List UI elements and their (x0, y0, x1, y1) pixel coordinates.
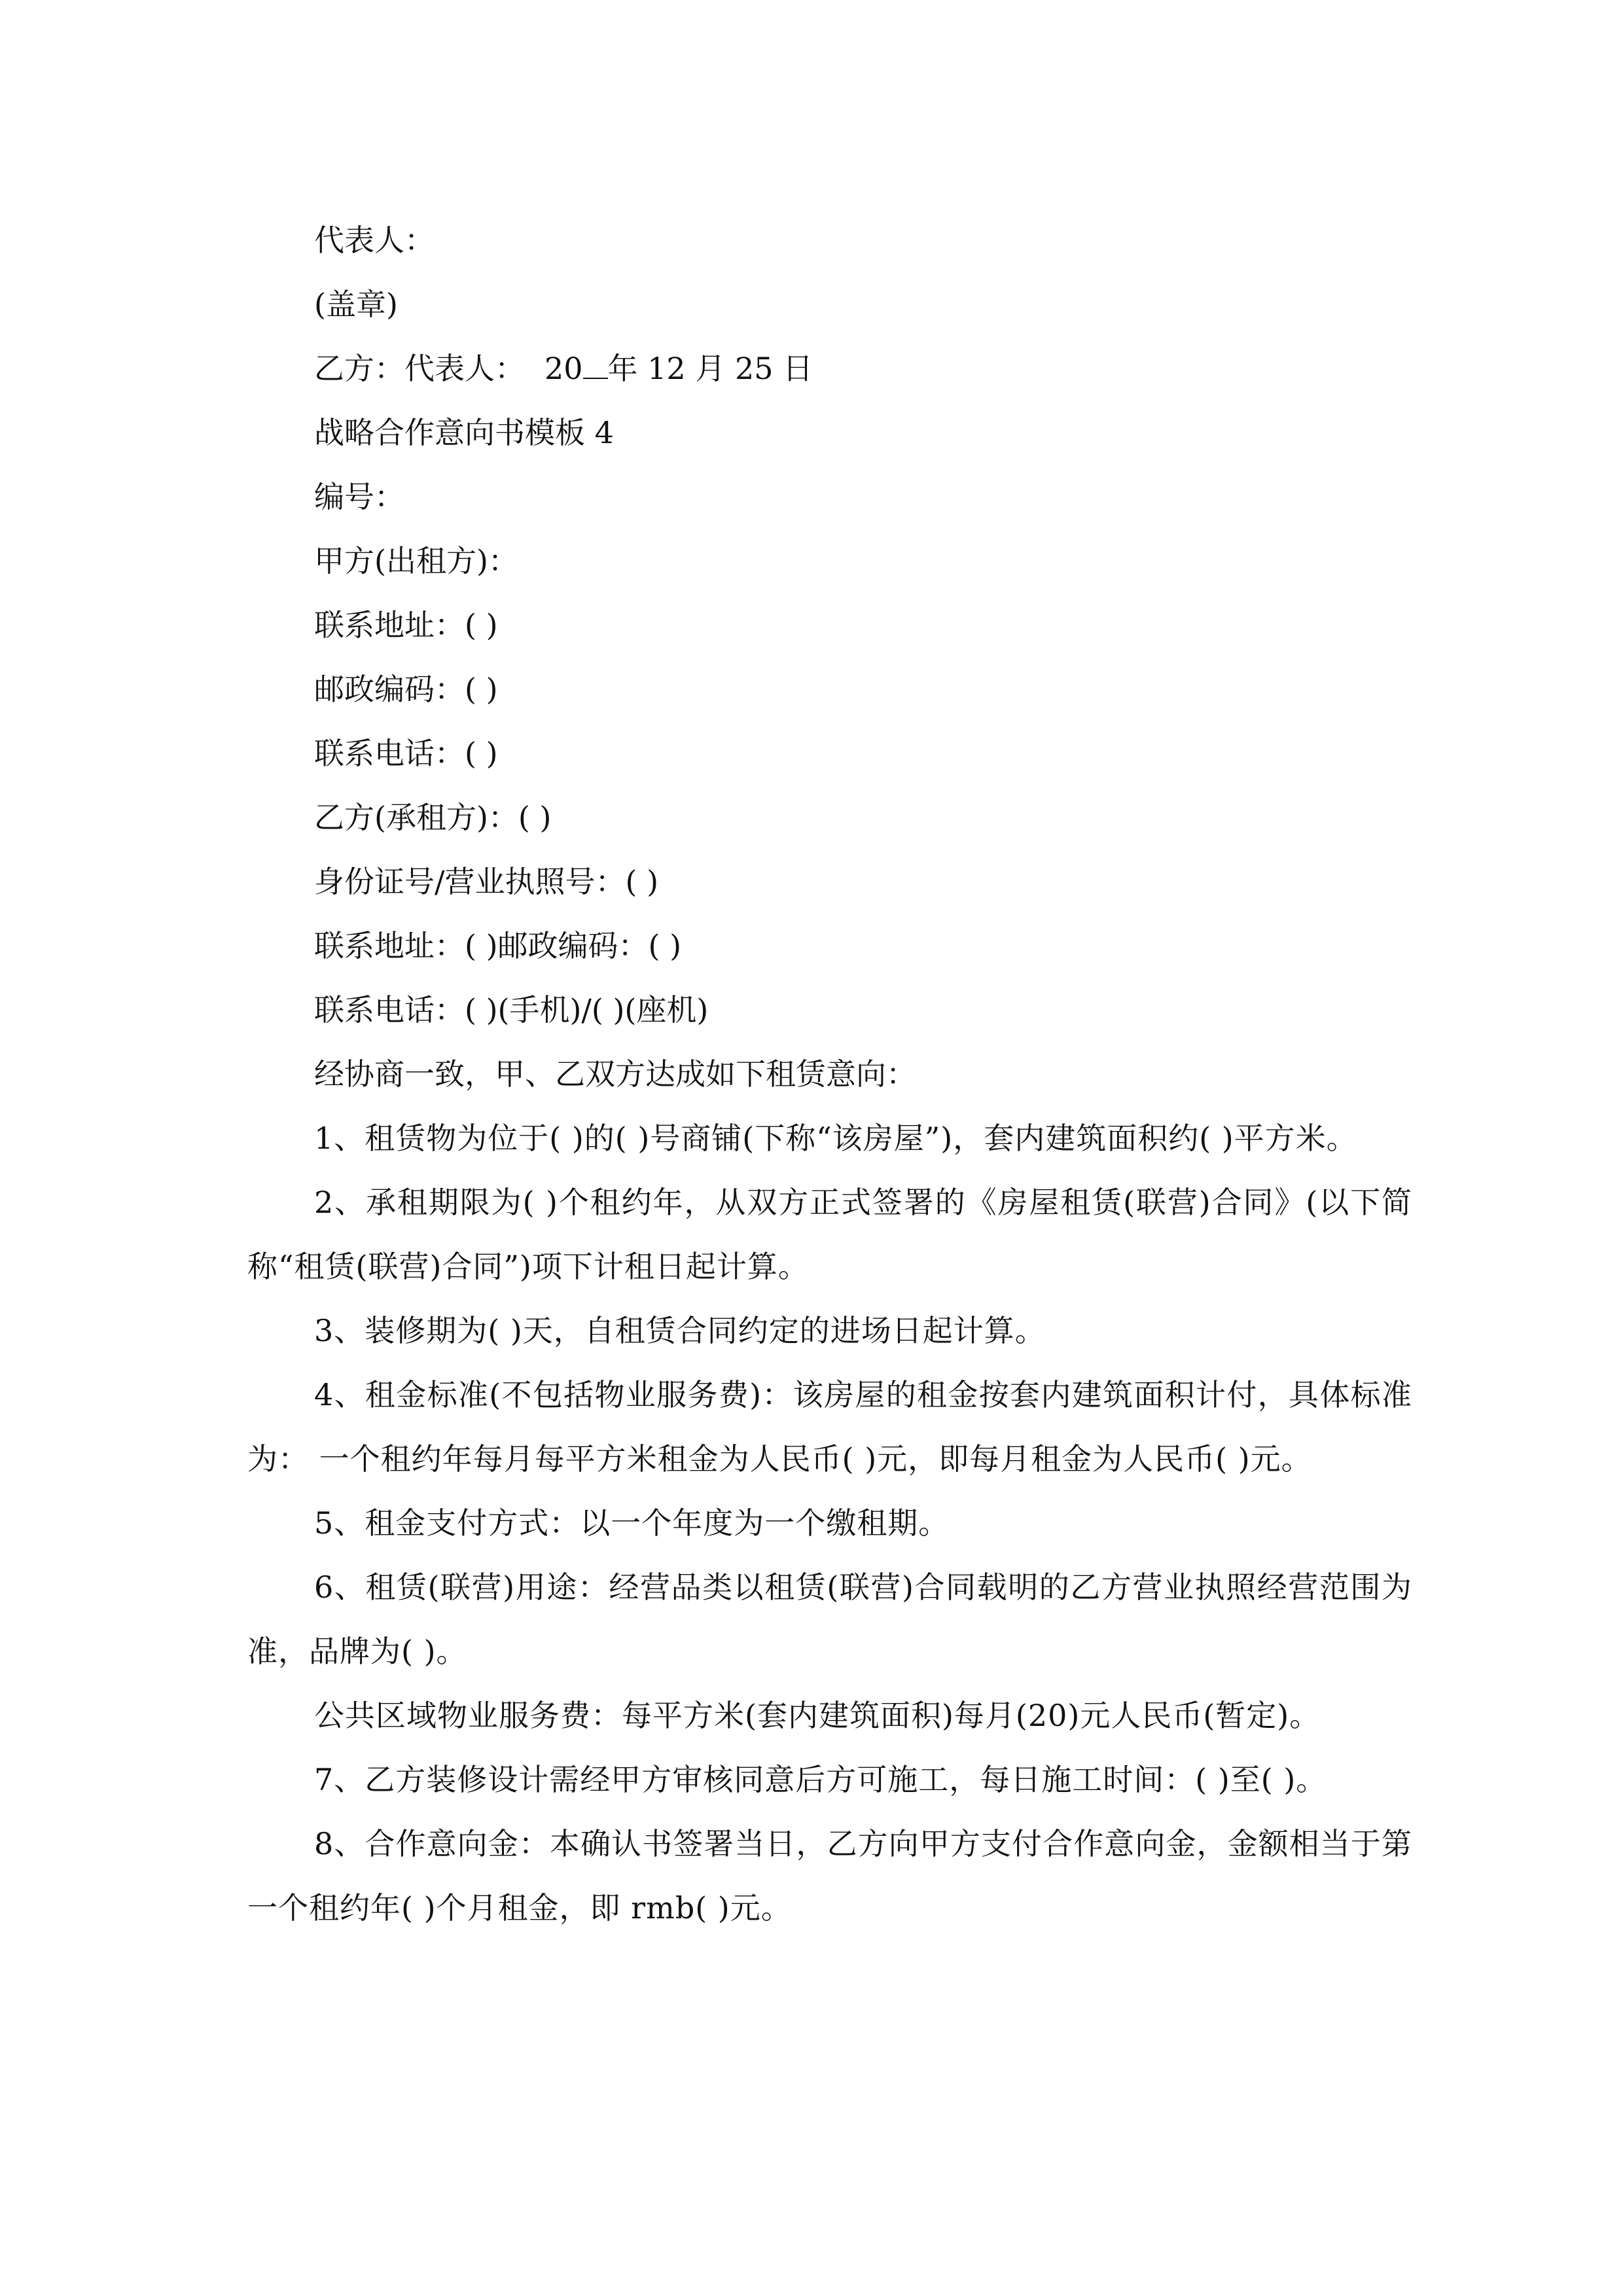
document-body (247, 208, 1412, 1940)
clause-4: 4、租金标准(不包括物业服务费)：该房屋的租金按套内建筑面积计付，具体标准为： 一个租约年每月每平方米租金为人民币( )元，即每月租金为人民币( )元。 (247, 1377, 1412, 1477)
date-prefix: 20 (544, 351, 583, 386)
property-fee-clause: 公共区域物业服务费：每平方米(套内建筑面积)每月(20)元人民币(暂定)。 (314, 1698, 1321, 1733)
template-title: 战略合作意向书模板 4 (314, 415, 614, 450)
party-b-signature-line (247, 336, 1412, 401)
clause-8: 8、合作意向金：本确认书签署当日，乙方向甲方支付合作意向金，金额相当于第一个租约年( )个月租金，即 rmb( )元。 (247, 1826, 1412, 1926)
clause-6: 6、租赁(联营)用途：经营品类以租赁(联营)合同载明的乙方营业执照经营范围为准，品牌为( )。 (247, 1570, 1412, 1669)
clause-7: 7、乙方装修设计需经甲方审核同意后方可施工，每日施工时间：( )至( )。 (314, 1762, 1327, 1797)
clause-2: 2、承租期限为( )个租约年，从双方正式签署的《房屋租赁(联营)合同》(以下简称“租赁(联营)合同”)项下计租日起计算。 (247, 1185, 1412, 1284)
party-a-title: 甲方(出租方)： (314, 543, 518, 579)
party-b-representative-label: 乙方：代表人： (314, 351, 525, 386)
party-b-phone: 联系电话：( )(手机)/( )(座机) (314, 992, 709, 1028)
party-a-phone: 联系电话：( ) (314, 736, 498, 771)
date-suffix: 年 12 月 25 日 (607, 351, 813, 386)
number-label: 编号： (314, 479, 404, 514)
clause-5: 5、租金支付方式：以一个年度为一个缴租期。 (314, 1505, 950, 1541)
intro-text: 经协商一致，甲、乙双方达成如下租赁意向： (314, 1056, 916, 1092)
party-a-postcode: 邮政编码：( ) (314, 672, 498, 707)
party-b-title: 乙方(承租方)：( ) (314, 800, 552, 835)
clause-3: 3、装修期为( )天，自租赁合同约定的进场日起计算。 (314, 1313, 1046, 1348)
year-blank (583, 350, 608, 379)
party-b-id-number: 身份证号/营业执照号：( ) (314, 864, 659, 899)
clause-1: 1、租赁物为位于( )的( )号商铺(下称“该房屋”)，套内建筑面积约( )平方米。 (314, 1121, 1357, 1156)
seal-label: (盖章) (314, 287, 398, 322)
party-b-address-postcode: 联系地址：( )邮政编码：( ) (314, 928, 682, 963)
party-a-address: 联系地址：( ) (314, 607, 498, 643)
representative-label: 代表人： (314, 223, 435, 258)
